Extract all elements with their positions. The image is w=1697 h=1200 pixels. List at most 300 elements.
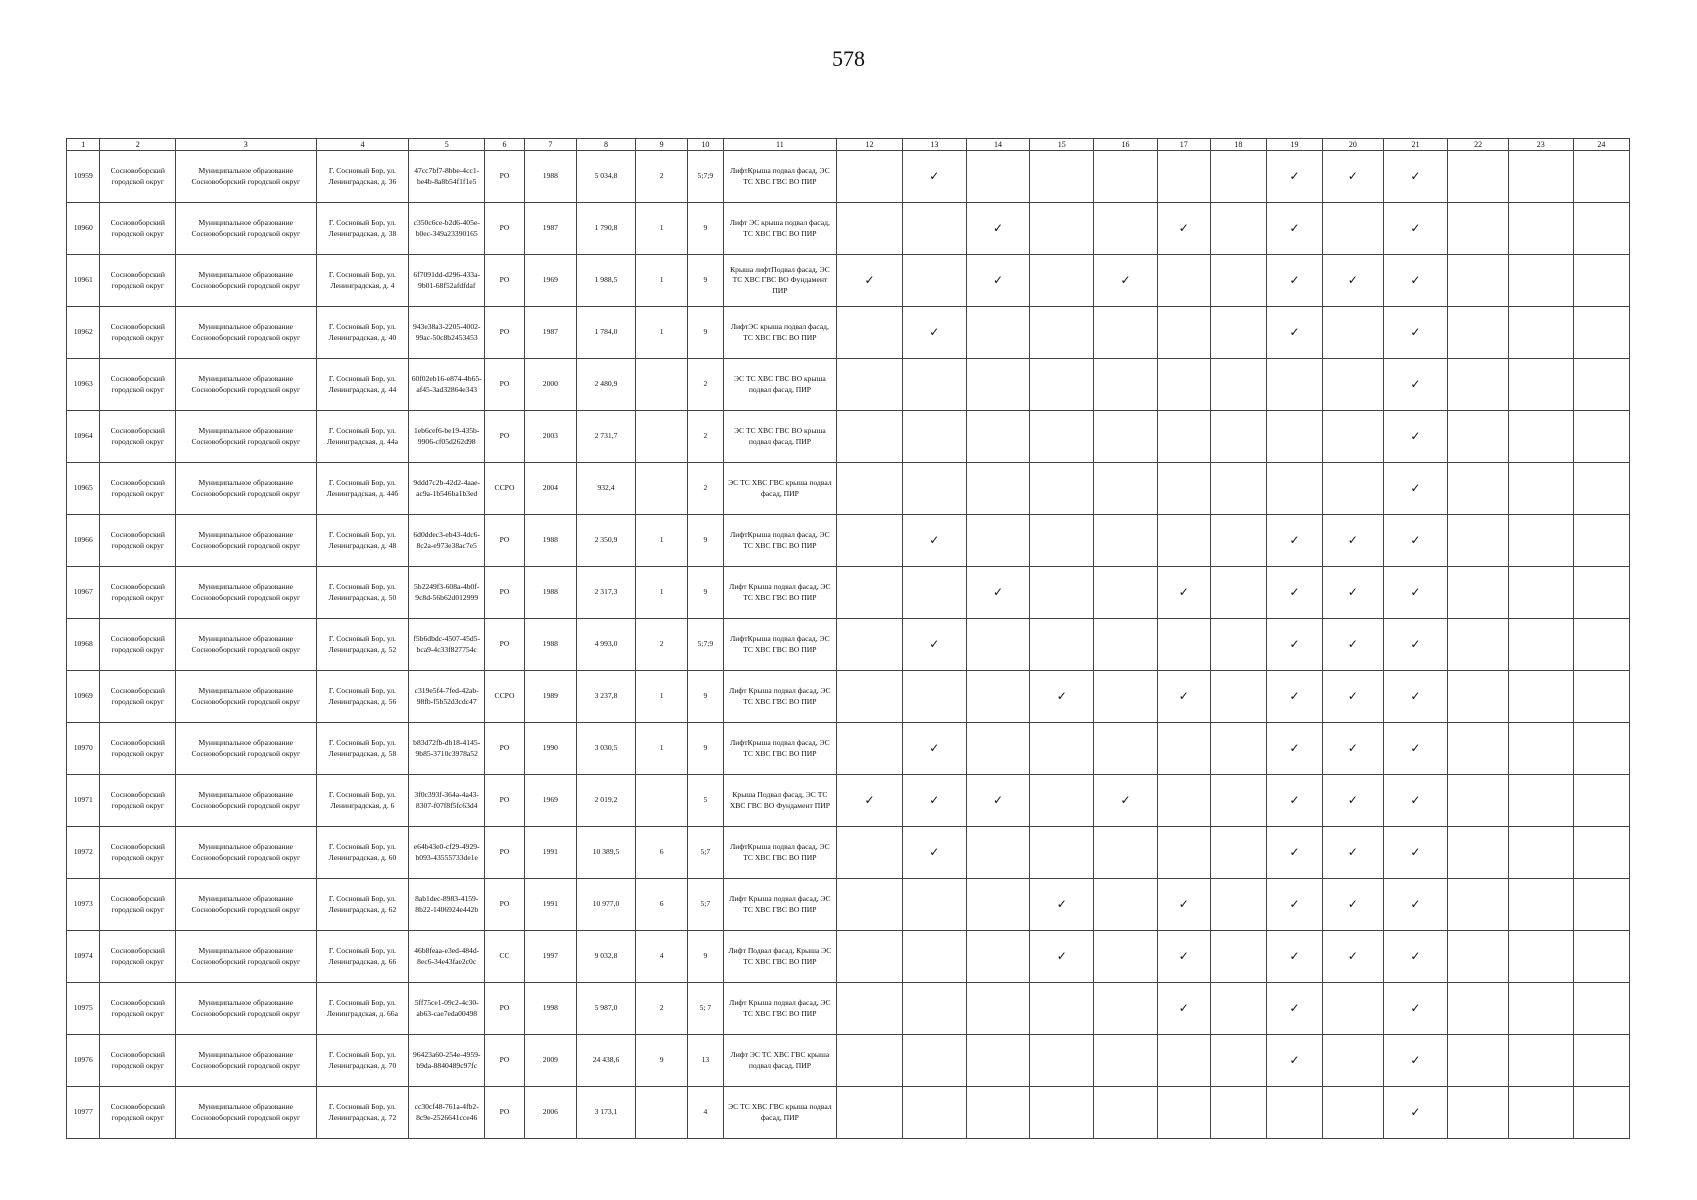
okrug-cell: Сосновоборский городской округ [100,203,176,255]
mark-cell-14 [966,983,1030,1035]
mark-cell-15 [1030,619,1094,671]
okrug-cell: Сосновоборский городской округ [100,359,176,411]
mark-cell-14 [966,567,1030,619]
mark-cell-21 [1383,827,1448,879]
mark-cell-23 [1508,307,1573,359]
checkmark-icon: ✓ [1289,844,1300,859]
municipality-cell: Муниципальное образование Сосновоборский городской округ [176,931,316,983]
table-row [67,671,1630,723]
mark-cell-22 [1448,723,1508,775]
municipality-cell: Муниципальное образование Сосновоборский городской округ [176,463,316,515]
okrug-cell: Сосновоборский городской округ [100,619,176,671]
column-number: 21 [1383,139,1448,151]
floors-cell: 9 [688,255,724,307]
mark-cell-18 [1210,723,1266,775]
mark-cell-13 [902,931,966,983]
year-cell: 1989 [524,671,576,723]
mark-cell-20 [1323,879,1383,931]
mark-cell-15 [1030,827,1094,879]
mark-cell-21 [1383,931,1448,983]
mark-cell-15 [1030,775,1094,827]
mark-cell-16 [1094,723,1158,775]
table-row [67,619,1630,671]
entrances-cell: 9 [636,1035,688,1087]
table-row [67,775,1630,827]
mark-cell-13 [902,515,966,567]
mark-cell-17 [1157,359,1210,411]
address-cell: Г. Сосновый Бор, ул. Ленинградская, д. 4 [316,255,409,307]
column-number-row [67,139,1630,151]
works-cell: ЛифтКрыша подвал фасад, ЭС ТС ХВС ГВС ВО ПИР [723,723,836,775]
mark-cell-20 [1323,723,1383,775]
checkmark-icon: ✓ [1347,740,1358,755]
mark-cell-22 [1448,307,1508,359]
id-cell: 10963 [67,359,100,411]
municipality-cell: Муниципальное образование Сосновоборский городской округ [176,671,316,723]
entrances-cell: 1 [636,671,688,723]
type-cell: РО [485,775,525,827]
checkmark-icon: ✓ [1289,532,1300,547]
mark-cell-18 [1210,203,1266,255]
mark-cell-18 [1210,359,1266,411]
works-cell: ЭС ТС ХВС ГВС крыша подвал фасад, ПИР [723,463,836,515]
checkmark-icon: ✓ [1347,584,1358,599]
mark-cell-16 [1094,151,1158,203]
mark-cell-13 [902,723,966,775]
mark-cell-21 [1383,775,1448,827]
checkmark-icon: ✓ [1410,688,1421,703]
mark-cell-15 [1030,307,1094,359]
mark-cell-17 [1157,723,1210,775]
mark-cell-22 [1448,255,1508,307]
mark-cell-20 [1323,983,1383,1035]
checkmark-icon: ✓ [1056,896,1067,911]
checkmark-icon: ✓ [1410,480,1421,495]
checkmark-icon: ✓ [1178,896,1189,911]
checkmark-icon: ✓ [929,168,940,183]
mark-cell-19 [1266,827,1322,879]
id-cell: 10971 [67,775,100,827]
table-row [67,1035,1630,1087]
guid-cell: 8ab1dec-8983-4159-8b22-1406924e442b [409,879,485,931]
mark-cell-23 [1508,203,1573,255]
checkmark-icon: ✓ [1410,792,1421,807]
checkmark-icon: ✓ [1289,1052,1300,1067]
checkmark-icon: ✓ [1347,168,1358,183]
year-cell: 1987 [524,307,576,359]
mark-cell-19 [1266,203,1322,255]
mark-cell-12 [837,151,903,203]
mark-cell-15 [1030,879,1094,931]
checkmark-icon: ✓ [929,636,940,651]
mark-cell-13 [902,879,966,931]
area-cell: 10 389,5 [576,827,635,879]
mark-cell-19 [1266,879,1322,931]
mark-cell-20 [1323,1087,1383,1139]
mark-cell-22 [1448,151,1508,203]
floors-cell: 9 [688,203,724,255]
mark-cell-16 [1094,515,1158,567]
column-number: 24 [1573,139,1629,151]
mark-cell-12 [837,827,903,879]
mark-cell-16 [1094,203,1158,255]
checkmark-icon: ✓ [1410,948,1421,963]
address-cell: Г. Сосновый Бор, ул. Ленинградская, д. 44б [316,463,409,515]
mark-cell-19 [1266,255,1322,307]
address-cell: Г. Сосновый Бор, ул. Ленинградская, д. 44а [316,411,409,463]
mark-cell-19 [1266,1035,1322,1087]
area-cell: 24 438,6 [576,1035,635,1087]
guid-cell: b83d72fb-db18-4145-9b85-3710c3978a52 [409,723,485,775]
mark-cell-12 [837,463,903,515]
floors-cell: 5; 7 [688,983,724,1035]
floors-cell: 13 [688,1035,724,1087]
mark-cell-19 [1266,515,1322,567]
mark-cell-16 [1094,359,1158,411]
mark-cell-12 [837,775,903,827]
mark-cell-22 [1448,359,1508,411]
guid-cell: e64b43e0-cf29-4929-b093-43555733de1e [409,827,485,879]
okrug-cell: Сосновоборский городской округ [100,723,176,775]
mark-cell-24 [1573,775,1629,827]
type-cell: РО [485,255,525,307]
mark-cell-16 [1094,567,1158,619]
mark-cell-21 [1383,359,1448,411]
area-cell: 2 317,3 [576,567,635,619]
year-cell: 2000 [524,359,576,411]
mark-cell-18 [1210,619,1266,671]
checkmark-icon: ✓ [1347,688,1358,703]
year-cell: 1988 [524,619,576,671]
works-cell: Лифт Крыша подвал фасад, ЭС ТС ХВС ГВС ВО ПИР [723,671,836,723]
mark-cell-20 [1323,359,1383,411]
mark-cell-18 [1210,567,1266,619]
checkmark-icon: ✓ [929,740,940,755]
mark-cell-12 [837,1087,903,1139]
mark-cell-15 [1030,1035,1094,1087]
area-cell: 3 030,5 [576,723,635,775]
mark-cell-12 [837,723,903,775]
mark-cell-18 [1210,255,1266,307]
address-cell: Г. Сосновый Бор, ул. Ленинградская, д. 38 [316,203,409,255]
mark-cell-20 [1323,463,1383,515]
mark-cell-20 [1323,203,1383,255]
column-number: 16 [1094,139,1158,151]
mark-cell-20 [1323,775,1383,827]
column-number: 8 [576,139,635,151]
mark-cell-18 [1210,671,1266,723]
floors-cell: 9 [688,723,724,775]
entrances-cell [636,411,688,463]
year-cell: 2004 [524,463,576,515]
floors-cell: 5;7 [688,827,724,879]
checkmark-icon: ✓ [864,792,875,807]
guid-cell: 943e38a3-2205-4002-99ac-50c8b2453453 [409,307,485,359]
okrug-cell: Сосновоборский городской округ [100,307,176,359]
okrug-cell: Сосновоборский городской округ [100,1087,176,1139]
mark-cell-20 [1323,307,1383,359]
year-cell: 1988 [524,515,576,567]
municipality-cell: Муниципальное образование Сосновоборский городской округ [176,359,316,411]
year-cell: 1988 [524,567,576,619]
okrug-cell: Сосновоборский городской округ [100,151,176,203]
municipality-cell: Муниципальное образование Сосновоборский городской округ [176,879,316,931]
page-number: 578 [832,46,865,71]
mark-cell-20 [1323,255,1383,307]
mark-cell-15 [1030,931,1094,983]
municipality-cell: Муниципальное образование Сосновоборский городской округ [176,1087,316,1139]
type-cell: ССРО [485,463,525,515]
mark-cell-18 [1210,775,1266,827]
area-cell: 9 032,8 [576,931,635,983]
type-cell: РО [485,827,525,879]
checkmark-icon: ✓ [1347,792,1358,807]
column-number: 14 [966,139,1030,151]
id-cell: 10975 [67,983,100,1035]
type-cell: РО [485,983,525,1035]
mark-cell-13 [902,151,966,203]
checkmark-icon: ✓ [1410,584,1421,599]
checkmark-icon: ✓ [1056,688,1067,703]
works-cell: ЭС ТС ХВС ГВС ВО крыша подвал фасад, ПИР [723,359,836,411]
type-cell: СС [485,931,525,983]
entrances-cell: 6 [636,827,688,879]
mark-cell-18 [1210,307,1266,359]
id-cell: 10965 [67,463,100,515]
guid-cell: 46b8feaa-e3ed-484d-8ec6-34e43fae2c0c [409,931,485,983]
mark-cell-13 [902,1035,966,1087]
mark-cell-18 [1210,983,1266,1035]
mark-cell-21 [1383,411,1448,463]
municipality-cell: Муниципальное образование Сосновоборский городской округ [176,411,316,463]
area-cell: 1 784,0 [576,307,635,359]
table-row [67,983,1630,1035]
checkmark-icon: ✓ [993,272,1004,287]
entrances-cell: 2 [636,983,688,1035]
municipality-cell: Муниципальное образование Сосновоборский городской округ [176,1035,316,1087]
type-cell: РО [485,1087,525,1139]
mark-cell-17 [1157,411,1210,463]
mark-cell-12 [837,1035,903,1087]
mark-cell-23 [1508,411,1573,463]
mark-cell-23 [1508,515,1573,567]
municipality-cell: Муниципальное образование Сосновоборский городской округ [176,723,316,775]
mark-cell-12 [837,359,903,411]
address-cell: Г. Сосновый Бор, ул. Ленинградская, д. 36 [316,151,409,203]
guid-cell: 47cc7bf7-8bbe-4cc1-be4b-8a8b54f1f1e5 [409,151,485,203]
checkmark-icon: ✓ [1289,220,1300,235]
mark-cell-12 [837,411,903,463]
type-cell: РО [485,359,525,411]
table-row [67,1087,1630,1139]
mark-cell-12 [837,307,903,359]
mark-cell-16 [1094,671,1158,723]
mark-cell-14 [966,411,1030,463]
mark-cell-22 [1448,411,1508,463]
mark-cell-22 [1448,619,1508,671]
column-number: 10 [688,139,724,151]
mark-cell-17 [1157,255,1210,307]
okrug-cell: Сосновоборский городской округ [100,411,176,463]
mark-cell-13 [902,411,966,463]
mark-cell-22 [1448,775,1508,827]
mark-cell-13 [902,203,966,255]
mark-cell-16 [1094,983,1158,1035]
area-cell: 3 237,8 [576,671,635,723]
mark-cell-24 [1573,723,1629,775]
mark-cell-21 [1383,203,1448,255]
checkmark-icon: ✓ [929,324,940,339]
id-cell: 10968 [67,619,100,671]
mark-cell-15 [1030,723,1094,775]
municipality-cell: Муниципальное образование Сосновоборский городской округ [176,515,316,567]
works-cell: ЛифтКрыша подвал фасад, ЭС ТС ХВС ГВС ВО ПИР [723,515,836,567]
works-cell: ЛифтКрыша подвал фасад, ЭС ТС ХВС ГВС ВО ПИР [723,151,836,203]
municipality-cell: Муниципальное образование Сосновоборский городской округ [176,203,316,255]
id-cell: 10964 [67,411,100,463]
entrances-cell [636,1087,688,1139]
entrances-cell: 1 [636,723,688,775]
column-number: 20 [1323,139,1383,151]
area-cell: 5 034,8 [576,151,635,203]
mark-cell-15 [1030,1087,1094,1139]
mark-cell-22 [1448,983,1508,1035]
mark-cell-13 [902,671,966,723]
mark-cell-23 [1508,775,1573,827]
checkmark-icon: ✓ [1178,584,1189,599]
checkmark-icon: ✓ [1289,636,1300,651]
mark-cell-16 [1094,1087,1158,1139]
mark-cell-14 [966,775,1030,827]
column-number: 22 [1448,139,1508,151]
guid-cell: 5b2249f3-608a-4b0f-9c8d-56b62d012999 [409,567,485,619]
mark-cell-19 [1266,983,1322,1035]
mark-cell-21 [1383,255,1448,307]
checkmark-icon: ✓ [1410,1052,1421,1067]
mark-cell-17 [1157,567,1210,619]
mark-cell-16 [1094,255,1158,307]
floors-cell: 5;7 [688,879,724,931]
type-cell: РО [485,203,525,255]
mark-cell-19 [1266,931,1322,983]
mark-cell-17 [1157,879,1210,931]
mark-cell-22 [1448,515,1508,567]
area-cell: 2 019,2 [576,775,635,827]
guid-cell: 5ff75ce1-09c2-4c30-ab63-cae7eda00498 [409,983,485,1035]
guid-cell: 6f7091dd-d296-433a-9b01-68f52afdfdaf [409,255,485,307]
mark-cell-18 [1210,151,1266,203]
address-cell: Г. Сосновый Бор, ул. Ленинградская, д. 56 [316,671,409,723]
mark-cell-19 [1266,463,1322,515]
table-row [67,411,1630,463]
works-cell: Крыша Подвал фасад, ЭС ТС ХВС ГВС ВО Фундамент ПИР [723,775,836,827]
works-cell: Лифт ЭС крыша подвал фасад, ТС ХВС ГВС ВО ПИР [723,203,836,255]
mark-cell-17 [1157,203,1210,255]
mark-cell-13 [902,775,966,827]
table-row [67,255,1630,307]
address-cell: Г. Сосновый Бор, ул. Ленинградская, д. 6 [316,775,409,827]
mark-cell-23 [1508,723,1573,775]
checkmark-icon: ✓ [1056,948,1067,963]
checkmark-icon: ✓ [1410,1104,1421,1119]
works-cell: ЭС ТС ХВС ГВС крыша подвал фасад, ПИР [723,1087,836,1139]
works-cell: ЛифтКрыша подвал фасад, ЭС ТС ХВС ГВС ВО ПИР [723,827,836,879]
area-cell: 932,4 [576,463,635,515]
mark-cell-17 [1157,671,1210,723]
mark-cell-19 [1266,775,1322,827]
mark-cell-23 [1508,983,1573,1035]
okrug-cell: Сосновоборский городской округ [100,1035,176,1087]
address-cell: Г. Сосновый Бор, ул. Ленинградская, д. 58 [316,723,409,775]
mark-cell-17 [1157,307,1210,359]
type-cell: РО [485,151,525,203]
area-cell: 2 480,9 [576,359,635,411]
type-cell: ССРО [485,671,525,723]
mark-cell-24 [1573,255,1629,307]
checkmark-icon: ✓ [1289,948,1300,963]
mark-cell-16 [1094,619,1158,671]
checkmark-icon: ✓ [993,220,1004,235]
mark-cell-21 [1383,1087,1448,1139]
guid-cell: c319e5f4-7fed-42ab-98fb-f5b52d3cdc47 [409,671,485,723]
type-cell: РО [485,879,525,931]
mark-cell-18 [1210,931,1266,983]
mark-cell-19 [1266,619,1322,671]
mark-cell-18 [1210,879,1266,931]
municipality-cell: Муниципальное образование Сосновоборский городской округ [176,827,316,879]
id-cell: 10977 [67,1087,100,1139]
mark-cell-21 [1383,671,1448,723]
table-row [67,307,1630,359]
mark-cell-13 [902,255,966,307]
checkmark-icon: ✓ [929,532,940,547]
checkmark-icon: ✓ [1410,168,1421,183]
mark-cell-17 [1157,827,1210,879]
checkmark-icon: ✓ [993,584,1004,599]
table-row [67,515,1630,567]
floors-cell: 9 [688,515,724,567]
table-row [67,931,1630,983]
id-cell: 10961 [67,255,100,307]
okrug-cell: Сосновоборский городской округ [100,983,176,1035]
type-cell: РО [485,411,525,463]
table-row [67,203,1630,255]
mark-cell-19 [1266,723,1322,775]
mark-cell-20 [1323,619,1383,671]
mark-cell-12 [837,983,903,1035]
mark-cell-22 [1448,1087,1508,1139]
mark-cell-19 [1266,307,1322,359]
mark-cell-21 [1383,151,1448,203]
guid-cell: 1eb6cef6-be19-435b-9906-cf05d262d98 [409,411,485,463]
checkmark-icon: ✓ [1347,896,1358,911]
checkmark-icon: ✓ [1410,272,1421,287]
mark-cell-18 [1210,1087,1266,1139]
column-number: 11 [723,139,836,151]
entrances-cell: 6 [636,879,688,931]
mark-cell-13 [902,307,966,359]
table-row [67,879,1630,931]
id-cell: 10969 [67,671,100,723]
year-cell: 1998 [524,983,576,1035]
floors-cell: 9 [688,567,724,619]
year-cell: 1969 [524,255,576,307]
works-cell: ЭС ТС ХВС ГВС ВО крыша подвал фасад, ПИР [723,411,836,463]
guid-cell: 9ddd7c2b-42d2-4aae-ac9a-1b546ba1b3ed [409,463,485,515]
address-cell: Г. Сосновый Бор, ул. Ленинградская, д. 52 [316,619,409,671]
mark-cell-22 [1448,671,1508,723]
checkmark-icon: ✓ [993,792,1004,807]
